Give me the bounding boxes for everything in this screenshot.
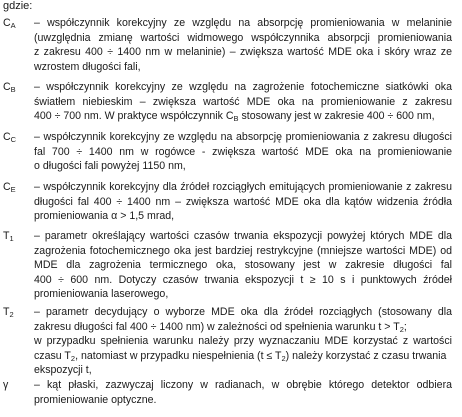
symbol-t1: $T_1$	[3, 230, 14, 243]
symbol-ca: $C_A$	[3, 17, 16, 30]
symbol-ce: $C_E$	[3, 181, 16, 194]
definition-t2-text: – parametr decydujący o wyborze MDE oka dla źródeł rozciągłych (stosowany dla zakresu długości fal 400 ÷ 1400 nm) w zależności od spełnienia warunku $t > T_2$; w przypadku spełnienia warunku należy przy wyznaczaniu MDE korzystać z wartości czasu $T_2$, natomiast w przypadku niespełnienia $(t \le T_2)$ należy korzystać z czasu trwania ekspozycji t,	[34, 306, 452, 376]
definition-t1-text: – parametr określający wartości czasów trwania ekspozycji powyżej których MDE dla zagrożenia fotochemicznego oka jest bardziej restrykcyjne (mniejsze wartości MDE) od MDE dla zagrożenia termicznego oka, stosowany jest w zakresie długości fal 400 ÷ 600 nm. Dotyczy czasów trwania ekspozycji t ≥ 10 s i punktowych źródeł promieniowania laserowego,	[34, 230, 452, 300]
symbol-cc: $C_C$	[3, 131, 17, 144]
definition-gamma-text: – kąt płaski, zazwyczaj liczony w radianach, w obrębie którego detektor odbiera promieniowanie optyczne.	[34, 379, 452, 406]
symbol-gamma: γ	[3, 379, 9, 391]
definition-ca-text: – współczynnik korekcyjny ze względu na absorpcję promieniowania w melaninie (uwzględnia zmianę wartości widmowego współczynnika absorpcji promieniowania z zakresu 400 ÷ 1400 nm w melaninie) – zwiększa wartość MDE oka i skóry wraz ze wzrostem długości fali,	[34, 17, 452, 73]
definition-ce-text: – współczynnik korekcyjny dla źródeł rozciągłych emitujących promieniowanie z zakresu długości fal 400 ÷ 1400 nm – zwiększa wartość MDE oka dla kątów widzenia źródła promieniowania α > 1,5 mrad,	[34, 181, 452, 222]
heading-gdzie: gdzie:	[3, 0, 33, 12]
definition-cb-text: – współczynnik korekcyjny ze względu na zagrożenie fotochemiczne siatkówki oka światłem niebieskim – zwiększa wartość MDE oka na promieniowanie z zakresu 400 ÷ 700 nm. W praktyce współczynnik $C_B$ stosowany jest w zakresie 400 ÷ 600 nm,	[34, 81, 452, 123]
symbol-t2: $T_2$	[3, 306, 14, 319]
definition-cc-text: – współczynnik korekcyjny ze względu na absorpcję promieniowania z zakresu długości fal 700 ÷ 1400 nm w rogówce - zwiększa wartość MDE oka na promieniowanie o długości fali powyżej 1150 nm,	[34, 131, 452, 172]
symbol-cb: $C_B$	[3, 81, 16, 94]
